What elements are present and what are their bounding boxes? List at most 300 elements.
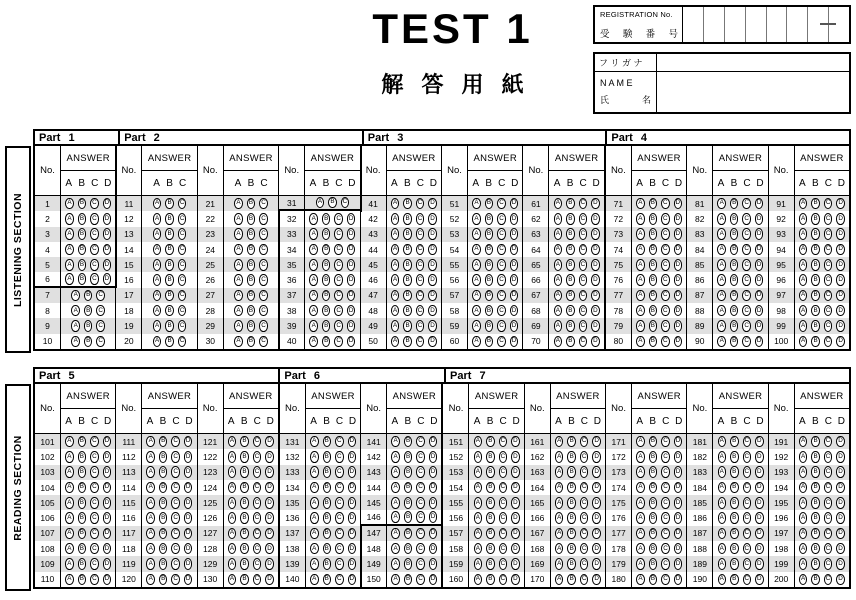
q55-option-D[interactable]: D (510, 259, 519, 271)
q16-option-C[interactable]: C (178, 274, 187, 286)
q198-option-C[interactable]: C (824, 543, 833, 555)
q89-option-A[interactable]: A (717, 320, 726, 332)
q163-option-B[interactable]: B (567, 466, 576, 478)
q56-option-D[interactable]: D (510, 274, 519, 286)
q189-option-B[interactable]: B (730, 558, 739, 570)
q80-option-C[interactable]: C (661, 336, 670, 348)
q88-option-D[interactable]: D (755, 305, 764, 317)
q110-option-B[interactable]: B (78, 574, 87, 586)
q150-option-C[interactable]: C (416, 574, 425, 586)
q159-option-C[interactable]: C (499, 558, 508, 570)
q109-option-C[interactable]: C (90, 558, 99, 570)
q53-option-B[interactable]: B (485, 228, 494, 240)
q181-option-C[interactable]: C (743, 436, 752, 448)
q35-option-A[interactable]: A (309, 259, 318, 271)
q125-option-C[interactable]: C (253, 497, 262, 509)
q112-option-C[interactable]: C (171, 451, 180, 463)
q47-option-B[interactable]: B (403, 290, 412, 302)
q50-option-D[interactable]: D (428, 336, 437, 348)
q6-option-D[interactable]: D (103, 273, 112, 285)
q173-option-A[interactable]: A (636, 466, 645, 478)
q148-option-B[interactable]: B (404, 543, 413, 555)
q61-option-A[interactable]: A (554, 198, 563, 210)
q4-option-D[interactable]: D (103, 244, 112, 256)
q53-option-A[interactable]: A (472, 228, 481, 240)
q110-option-C[interactable]: C (90, 574, 99, 586)
q76-option-D[interactable]: D (674, 274, 683, 286)
q153-option-B[interactable]: B (486, 466, 495, 478)
q140-option-C[interactable]: C (335, 574, 344, 586)
q55-option-B[interactable]: B (485, 259, 494, 271)
q192-option-D[interactable]: D (836, 451, 845, 463)
q88-option-B[interactable]: B (730, 305, 739, 317)
q165-option-B[interactable]: B (567, 497, 576, 509)
q17-option-B[interactable]: B (165, 290, 174, 302)
q99-option-B[interactable]: B (811, 320, 820, 332)
q48-option-C[interactable]: C (416, 305, 425, 317)
q75-option-C[interactable]: C (661, 259, 670, 271)
q179-option-A[interactable]: A (636, 558, 645, 570)
q128-option-A[interactable]: A (228, 543, 237, 555)
q80-option-B[interactable]: B (649, 336, 658, 348)
q190-option-A[interactable]: A (718, 574, 727, 586)
q135-option-D[interactable]: D (348, 497, 357, 509)
q198-option-B[interactable]: B (811, 543, 820, 555)
q7-option-A[interactable]: A (71, 290, 80, 302)
q156-option-C[interactable]: C (499, 512, 508, 524)
q67-option-A[interactable]: A (554, 290, 563, 302)
q127-option-D[interactable]: D (265, 528, 274, 540)
q54-option-D[interactable]: D (510, 244, 519, 256)
q195-option-A[interactable]: A (799, 497, 808, 509)
q49-option-D[interactable]: D (428, 320, 437, 332)
q199-option-B[interactable]: B (811, 558, 820, 570)
q86-option-A[interactable]: A (717, 274, 726, 286)
q126-option-D[interactable]: D (265, 512, 274, 524)
q169-option-B[interactable]: B (567, 558, 576, 570)
q38-option-A[interactable]: A (309, 305, 318, 317)
q32-option-A[interactable]: A (309, 213, 318, 225)
q102-option-A[interactable]: A (65, 451, 74, 463)
q88-option-A[interactable]: A (717, 305, 726, 317)
q43-option-B[interactable]: B (403, 228, 412, 240)
q13-option-A[interactable]: A (153, 228, 162, 240)
q129-option-A[interactable]: A (228, 558, 237, 570)
q168-option-C[interactable]: C (580, 543, 589, 555)
q106-option-A[interactable]: A (65, 512, 74, 524)
q69-option-B[interactable]: B (566, 320, 575, 332)
q3-option-A[interactable]: A (65, 228, 74, 240)
q104-option-D[interactable]: D (103, 482, 112, 494)
q124-option-C[interactable]: C (253, 482, 262, 494)
q126-option-A[interactable]: A (228, 512, 237, 524)
q126-option-B[interactable]: B (240, 512, 249, 524)
q30-option-B[interactable]: B (247, 336, 256, 348)
q152-option-B[interactable]: B (486, 451, 495, 463)
q199-option-A[interactable]: A (799, 558, 808, 570)
q85-option-A[interactable]: A (717, 259, 726, 271)
q72-option-D[interactable]: D (674, 213, 683, 225)
q46-option-B[interactable]: B (403, 274, 412, 286)
q18-option-B[interactable]: B (165, 305, 174, 317)
q122-option-A[interactable]: A (228, 451, 237, 463)
q92-option-C[interactable]: C (824, 213, 833, 225)
q163-option-A[interactable]: A (555, 466, 564, 478)
q178-option-A[interactable]: A (636, 543, 645, 555)
q166-option-A[interactable]: A (555, 512, 564, 524)
q174-option-A[interactable]: A (636, 482, 645, 494)
q93-option-B[interactable]: B (811, 228, 820, 240)
q183-option-A[interactable]: A (718, 466, 727, 478)
q156-option-B[interactable]: B (486, 512, 495, 524)
q133-option-B[interactable]: B (323, 466, 332, 478)
q126-option-C[interactable]: C (253, 512, 262, 524)
q147-option-D[interactable]: D (429, 528, 438, 540)
q39-option-B[interactable]: B (322, 320, 331, 332)
q100-option-D[interactable]: D (836, 336, 845, 348)
q26-option-C[interactable]: C (259, 274, 268, 286)
q2-option-D[interactable]: D (103, 213, 112, 225)
q52-option-B[interactable]: B (485, 213, 494, 225)
q65-option-C[interactable]: C (579, 259, 588, 271)
q5-option-A[interactable]: A (65, 259, 74, 271)
q32-option-C[interactable]: C (334, 213, 343, 225)
q157-option-D[interactable]: D (511, 528, 520, 540)
q140-option-B[interactable]: B (323, 574, 332, 586)
q23-option-A[interactable]: A (234, 228, 243, 240)
q122-option-D[interactable]: D (265, 451, 274, 463)
q116-option-C[interactable]: C (171, 512, 180, 524)
q75-option-D[interactable]: D (674, 259, 683, 271)
q27-option-A[interactable]: A (234, 290, 243, 302)
q34-option-D[interactable]: D (347, 244, 356, 256)
q142-option-C[interactable]: C (416, 451, 425, 463)
q121-option-B[interactable]: B (240, 436, 249, 448)
q6-option-B[interactable]: B (78, 273, 87, 285)
q54-option-A[interactable]: A (472, 244, 481, 256)
q149-option-B[interactable]: B (404, 558, 413, 570)
q200-option-C[interactable]: C (824, 574, 833, 586)
q121-option-A[interactable]: A (228, 436, 237, 448)
q47-option-A[interactable]: A (391, 290, 400, 302)
q96-option-A[interactable]: A (799, 274, 808, 286)
q25-option-B[interactable]: B (247, 259, 256, 271)
q112-option-A[interactable]: A (146, 451, 155, 463)
q197-option-A[interactable]: A (799, 528, 808, 540)
q127-option-B[interactable]: B (240, 528, 249, 540)
q153-option-D[interactable]: D (511, 466, 520, 478)
q187-option-D[interactable]: D (755, 528, 764, 540)
q195-option-C[interactable]: C (824, 497, 833, 509)
q57-option-D[interactable]: D (510, 290, 519, 302)
q7-option-B[interactable]: B (84, 290, 93, 302)
q160-option-D[interactable]: D (511, 574, 520, 586)
q152-option-A[interactable]: A (474, 451, 483, 463)
q72-option-C[interactable]: C (661, 213, 670, 225)
q197-option-C[interactable]: C (824, 528, 833, 540)
q170-option-D[interactable]: D (592, 574, 601, 586)
q5-option-D[interactable]: D (103, 259, 112, 271)
q8-option-C[interactable]: C (96, 305, 105, 317)
q128-option-B[interactable]: B (240, 543, 249, 555)
q182-option-D[interactable]: D (755, 451, 764, 463)
q30-option-A[interactable]: A (234, 336, 243, 348)
q8-option-A[interactable]: A (71, 305, 80, 317)
q56-option-B[interactable]: B (485, 274, 494, 286)
q195-option-D[interactable]: D (836, 497, 845, 509)
q136-option-A[interactable]: A (310, 512, 319, 524)
q96-option-D[interactable]: D (836, 274, 845, 286)
q166-option-C[interactable]: C (580, 512, 589, 524)
q140-option-D[interactable]: D (348, 574, 357, 586)
q150-option-D[interactable]: D (429, 574, 438, 586)
q55-option-A[interactable]: A (472, 259, 481, 271)
q83-option-D[interactable]: D (755, 228, 764, 240)
q180-option-D[interactable]: D (674, 574, 683, 586)
q2-option-A[interactable]: A (65, 213, 74, 225)
q118-option-D[interactable]: D (184, 543, 193, 555)
q199-option-D[interactable]: D (836, 558, 845, 570)
q75-option-A[interactable]: A (636, 259, 645, 271)
q105-option-B[interactable]: B (78, 497, 87, 509)
q122-option-B[interactable]: B (240, 451, 249, 463)
q119-option-D[interactable]: D (184, 558, 193, 570)
q139-option-D[interactable]: D (348, 558, 357, 570)
q130-option-A[interactable]: A (228, 574, 237, 586)
q114-option-C[interactable]: C (171, 482, 180, 494)
q200-option-B[interactable]: B (811, 574, 820, 586)
q150-option-A[interactable]: A (391, 574, 400, 586)
q134-option-B[interactable]: B (323, 482, 332, 494)
q44-option-B[interactable]: B (403, 244, 412, 256)
q188-option-C[interactable]: C (743, 543, 752, 555)
q85-option-B[interactable]: B (730, 259, 739, 271)
q15-option-B[interactable]: B (165, 259, 174, 271)
q194-option-B[interactable]: B (811, 482, 820, 494)
q134-option-D[interactable]: D (348, 482, 357, 494)
q93-option-C[interactable]: C (824, 228, 833, 240)
q13-option-C[interactable]: C (178, 228, 187, 240)
q11-option-A[interactable]: A (153, 198, 162, 210)
q135-option-C[interactable]: C (335, 497, 344, 509)
furigana-input[interactable] (657, 54, 849, 71)
q89-option-B[interactable]: B (730, 320, 739, 332)
q37-option-A[interactable]: A (309, 290, 318, 302)
q51-option-A[interactable]: A (472, 198, 481, 210)
q42-option-C[interactable]: C (416, 213, 425, 225)
q104-option-C[interactable]: C (90, 482, 99, 494)
q90-option-A[interactable]: A (717, 336, 726, 348)
q161-option-A[interactable]: A (555, 436, 564, 448)
q36-option-C[interactable]: C (334, 274, 343, 286)
q29-option-C[interactable]: C (259, 320, 268, 332)
registration-digit-cell[interactable] (703, 7, 724, 42)
q113-option-C[interactable]: C (171, 466, 180, 478)
q86-option-B[interactable]: B (730, 274, 739, 286)
q4-option-B[interactable]: B (78, 244, 87, 256)
q54-option-B[interactable]: B (485, 244, 494, 256)
q172-option-D[interactable]: D (674, 451, 683, 463)
q33-option-A[interactable]: A (309, 228, 318, 240)
q21-option-B[interactable]: B (247, 198, 256, 210)
q65-option-B[interactable]: B (566, 259, 575, 271)
q151-option-B[interactable]: B (486, 436, 495, 448)
q76-option-B[interactable]: B (649, 274, 658, 286)
q15-option-A[interactable]: A (153, 259, 162, 271)
q94-option-D[interactable]: D (836, 244, 845, 256)
q6-option-C[interactable]: C (90, 273, 99, 285)
q105-option-D[interactable]: D (103, 497, 112, 509)
q148-option-A[interactable]: A (391, 543, 400, 555)
q179-option-D[interactable]: D (674, 558, 683, 570)
q134-option-A[interactable]: A (310, 482, 319, 494)
q191-option-B[interactable]: B (811, 436, 820, 448)
q114-option-B[interactable]: B (159, 482, 168, 494)
q68-option-A[interactable]: A (554, 305, 563, 317)
q14-option-B[interactable]: B (165, 244, 174, 256)
q100-option-A[interactable]: A (799, 336, 808, 348)
q160-option-B[interactable]: B (486, 574, 495, 586)
q139-option-C[interactable]: C (335, 558, 344, 570)
q120-option-A[interactable]: A (146, 574, 155, 586)
q109-option-A[interactable]: A (65, 558, 74, 570)
q123-option-D[interactable]: D (265, 466, 274, 478)
q24-option-A[interactable]: A (234, 244, 243, 256)
q6-option-A[interactable]: A (65, 273, 74, 285)
q196-option-C[interactable]: C (824, 512, 833, 524)
q50-option-B[interactable]: B (403, 336, 412, 348)
q69-option-D[interactable]: D (591, 320, 600, 332)
q141-option-D[interactable]: D (429, 436, 438, 448)
q117-option-C[interactable]: C (171, 528, 180, 540)
q111-option-C[interactable]: C (171, 436, 180, 448)
q131-option-B[interactable]: B (323, 436, 332, 448)
q145-option-B[interactable]: B (404, 497, 413, 509)
q83-option-B[interactable]: B (730, 228, 739, 240)
q102-option-C[interactable]: C (90, 451, 99, 463)
q123-option-A[interactable]: A (228, 466, 237, 478)
q67-option-B[interactable]: B (566, 290, 575, 302)
q34-option-B[interactable]: B (322, 244, 331, 256)
q4-option-A[interactable]: A (65, 244, 74, 256)
q7-option-C[interactable]: C (96, 290, 105, 302)
q173-option-D[interactable]: D (674, 466, 683, 478)
q20-option-C[interactable]: C (178, 336, 187, 348)
q48-option-D[interactable]: D (428, 305, 437, 317)
q68-option-B[interactable]: B (566, 305, 575, 317)
q180-option-A[interactable]: A (636, 574, 645, 586)
q1-option-D[interactable]: D (103, 198, 112, 210)
q193-option-A[interactable]: A (799, 466, 808, 478)
q45-option-B[interactable]: B (403, 259, 412, 271)
q166-option-D[interactable]: D (592, 512, 601, 524)
q37-option-C[interactable]: C (334, 290, 343, 302)
q124-option-A[interactable]: A (228, 482, 237, 494)
q145-option-C[interactable]: C (416, 497, 425, 509)
q105-option-A[interactable]: A (65, 497, 74, 509)
q1-option-B[interactable]: B (78, 198, 87, 210)
q164-option-C[interactable]: C (580, 482, 589, 494)
q78-option-A[interactable]: A (636, 305, 645, 317)
q170-option-B[interactable]: B (567, 574, 576, 586)
q81-option-B[interactable]: B (730, 198, 739, 210)
q4-option-C[interactable]: C (90, 244, 99, 256)
q146-option-A[interactable]: A (391, 511, 400, 523)
q104-option-B[interactable]: B (78, 482, 87, 494)
q132-option-A[interactable]: A (310, 451, 319, 463)
q95-option-D[interactable]: D (836, 259, 845, 271)
q89-option-C[interactable]: C (742, 320, 751, 332)
q103-option-D[interactable]: D (103, 466, 112, 478)
q145-option-D[interactable]: D (429, 497, 438, 509)
q73-option-B[interactable]: B (649, 228, 658, 240)
q91-option-A[interactable]: A (799, 198, 808, 210)
q46-option-A[interactable]: A (391, 274, 400, 286)
q81-option-D[interactable]: D (755, 198, 764, 210)
q129-option-B[interactable]: B (240, 558, 249, 570)
q40-option-A[interactable]: A (309, 336, 318, 348)
q142-option-B[interactable]: B (404, 451, 413, 463)
q14-option-C[interactable]: C (178, 244, 187, 256)
q177-option-D[interactable]: D (674, 528, 683, 540)
q115-option-B[interactable]: B (159, 497, 168, 509)
q170-option-C[interactable]: C (580, 574, 589, 586)
q29-option-B[interactable]: B (247, 320, 256, 332)
q46-option-C[interactable]: C (416, 274, 425, 286)
q114-option-D[interactable]: D (184, 482, 193, 494)
q128-option-C[interactable]: C (253, 543, 262, 555)
q10-option-B[interactable]: B (84, 336, 93, 348)
q39-option-A[interactable]: A (309, 320, 318, 332)
q140-option-A[interactable]: A (310, 574, 319, 586)
q3-option-B[interactable]: B (78, 228, 87, 240)
q44-option-C[interactable]: C (416, 244, 425, 256)
q151-option-A[interactable]: A (474, 436, 483, 448)
q155-option-A[interactable]: A (474, 497, 483, 509)
q107-option-C[interactable]: C (90, 528, 99, 540)
q175-option-D[interactable]: D (674, 497, 683, 509)
q84-option-B[interactable]: B (730, 244, 739, 256)
q194-option-C[interactable]: C (824, 482, 833, 494)
q73-option-A[interactable]: A (636, 228, 645, 240)
q92-option-D[interactable]: D (836, 213, 845, 225)
q138-option-C[interactable]: C (335, 543, 344, 555)
q148-option-D[interactable]: D (429, 543, 438, 555)
q69-option-C[interactable]: C (579, 320, 588, 332)
q82-option-A[interactable]: A (717, 213, 726, 225)
q180-option-B[interactable]: B (649, 574, 658, 586)
q130-option-D[interactable]: D (265, 574, 274, 586)
q79-option-D[interactable]: D (674, 320, 683, 332)
q118-option-B[interactable]: B (159, 543, 168, 555)
q38-option-B[interactable]: B (322, 305, 331, 317)
q78-option-D[interactable]: D (674, 305, 683, 317)
q97-option-D[interactable]: D (836, 290, 845, 302)
q168-option-A[interactable]: A (555, 543, 564, 555)
q100-option-C[interactable]: C (824, 336, 833, 348)
q92-option-B[interactable]: B (811, 213, 820, 225)
q77-option-B[interactable]: B (649, 290, 658, 302)
q186-option-A[interactable]: A (718, 512, 727, 524)
q19-option-A[interactable]: A (153, 320, 162, 332)
q161-option-D[interactable]: D (592, 436, 601, 448)
q24-option-C[interactable]: C (259, 244, 268, 256)
q68-option-C[interactable]: C (579, 305, 588, 317)
q21-option-A[interactable]: A (234, 198, 243, 210)
q175-option-A[interactable]: A (636, 497, 645, 509)
q66-option-C[interactable]: C (579, 274, 588, 286)
q158-option-B[interactable]: B (486, 543, 495, 555)
